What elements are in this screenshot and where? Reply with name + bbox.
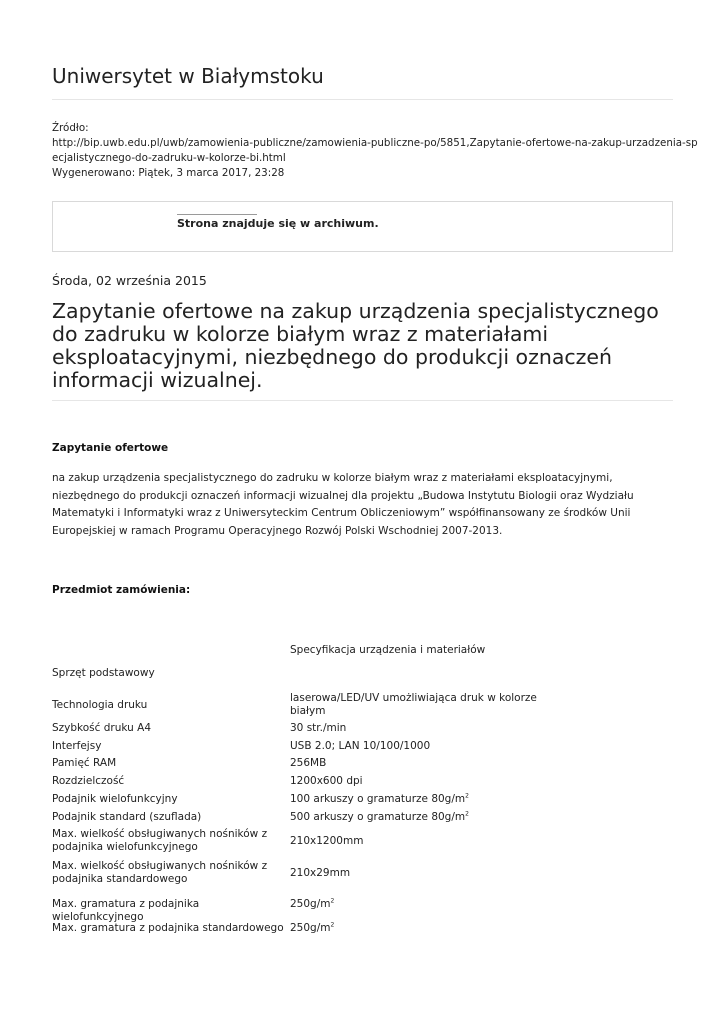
source-url-line1[interactable]: http://bip.uwb.edu.pl/uwb/zamowienia-publiczne/zamowienia-publiczne-po/5851,Zapytanie-ofertowe-na-zakup-urzadzenia-sp <box>52 137 698 149</box>
spec-value: 210x1200mm <box>290 835 364 847</box>
spec-value-sup: 2 <box>330 897 335 905</box>
spec-value-text: 500 arkuszy o gramaturze 80g/m <box>290 811 466 823</box>
spec-key: Max. wielkość obsługiwanych nośników z podajnika standardowego <box>52 860 268 885</box>
source-url-line2[interactable]: ecjalistycznego-do-zadruku-w-kolorze-bi.html <box>52 152 286 164</box>
spec-value-text: 250g/m <box>290 898 331 910</box>
spec-value: laserowa/LED/UV umożliwiająca druk w kolorze białym <box>290 692 537 717</box>
spec-value <box>290 811 550 824</box>
archive-divider <box>177 214 257 215</box>
spec-value-sup: 2 <box>465 810 469 818</box>
spec-value-sup: 2 <box>330 921 335 929</box>
spec-key: Interfejsy <box>52 740 102 752</box>
article-title: Zapytanie ofertowe na zakup urządzenia specjalistycznego do zadruku w kolorze białym wraz z materiałami eksploatacyjnymi, niezbędnego do produkcji oznaczeń informacji wizualnej. <box>52 299 659 392</box>
intro-paragraph: na zakup urządzenia specjalistycznego do zadruku w kolorze białym wraz z materiałami eksploatacyjnymi, niezbędnego do produkcji oznaczeń informacji wizualnej dla projektu „Budowa Instytutu Biologii oraz Wydziału Matematyki i Informatyki wraz z Uniwersyteckim Centrum Obliczeniowym” współfinansowany ze środków Unii Europejskiej w ramach Programu Operacyjnego Rozwój Polski Wschodniej 2007-2013. <box>52 472 634 537</box>
archive-notice: Strona znajduje się w archiwum. <box>177 217 379 230</box>
spec-value: 30 str./min <box>290 722 347 734</box>
spec-value-text: 250g/m <box>290 922 331 934</box>
spec-key: Podajnik standard (szuflada) <box>52 811 202 823</box>
title-divider <box>52 400 673 401</box>
spec-key: Max. gramatura z podajnika wielofunkcyjnego <box>52 898 200 923</box>
header-divider <box>52 99 673 100</box>
spec-value-text: 100 arkuszy o gramaturze 80g/m <box>290 793 466 805</box>
article-date: Środa, 02 września 2015 <box>52 273 207 288</box>
spec-key: Pamięć RAM <box>52 757 117 769</box>
spec-key: Rozdzielczość <box>52 775 125 787</box>
spec-value: 256MB <box>290 757 327 769</box>
spec-value: USB 2.0; LAN 10/100/1000 <box>290 740 431 752</box>
spec-value <box>290 922 550 935</box>
spec-key: Technologia druku <box>52 699 148 711</box>
spec-key: Szybkość druku A4 <box>52 722 152 734</box>
spec-group-label: Sprzęt podstawowy <box>52 667 155 679</box>
spec-key: Podajnik wielofunkcyjny <box>52 793 178 805</box>
source-info <box>52 121 698 181</box>
section-title-subject: Przedmiot zamówienia: <box>52 584 191 596</box>
site-title: Uniwersytet w Białymstoku <box>52 64 324 88</box>
generated-date: Wygenerowano: Piątek, 3 marca 2017, 23:28 <box>52 167 285 179</box>
archive-notice-box <box>52 201 673 252</box>
spec-value <box>290 898 550 911</box>
source-label: Źródło: <box>52 122 89 134</box>
spec-table-header: Specyfikacja urządzenia i materiałów <box>290 644 486 656</box>
spec-value-sup: 2 <box>465 792 469 800</box>
spec-value: 1200x600 dpi <box>290 775 363 787</box>
spec-key: Max. wielkość obsługiwanych nośników z podajnika wielofunkcyjnego <box>52 828 268 853</box>
spec-key: Max. gramatura z podajnika standardowego <box>52 922 284 934</box>
spec-value <box>290 793 550 806</box>
spec-value: 210x29mm <box>290 867 351 879</box>
section-title-inquiry: Zapytanie ofertowe <box>52 442 169 454</box>
